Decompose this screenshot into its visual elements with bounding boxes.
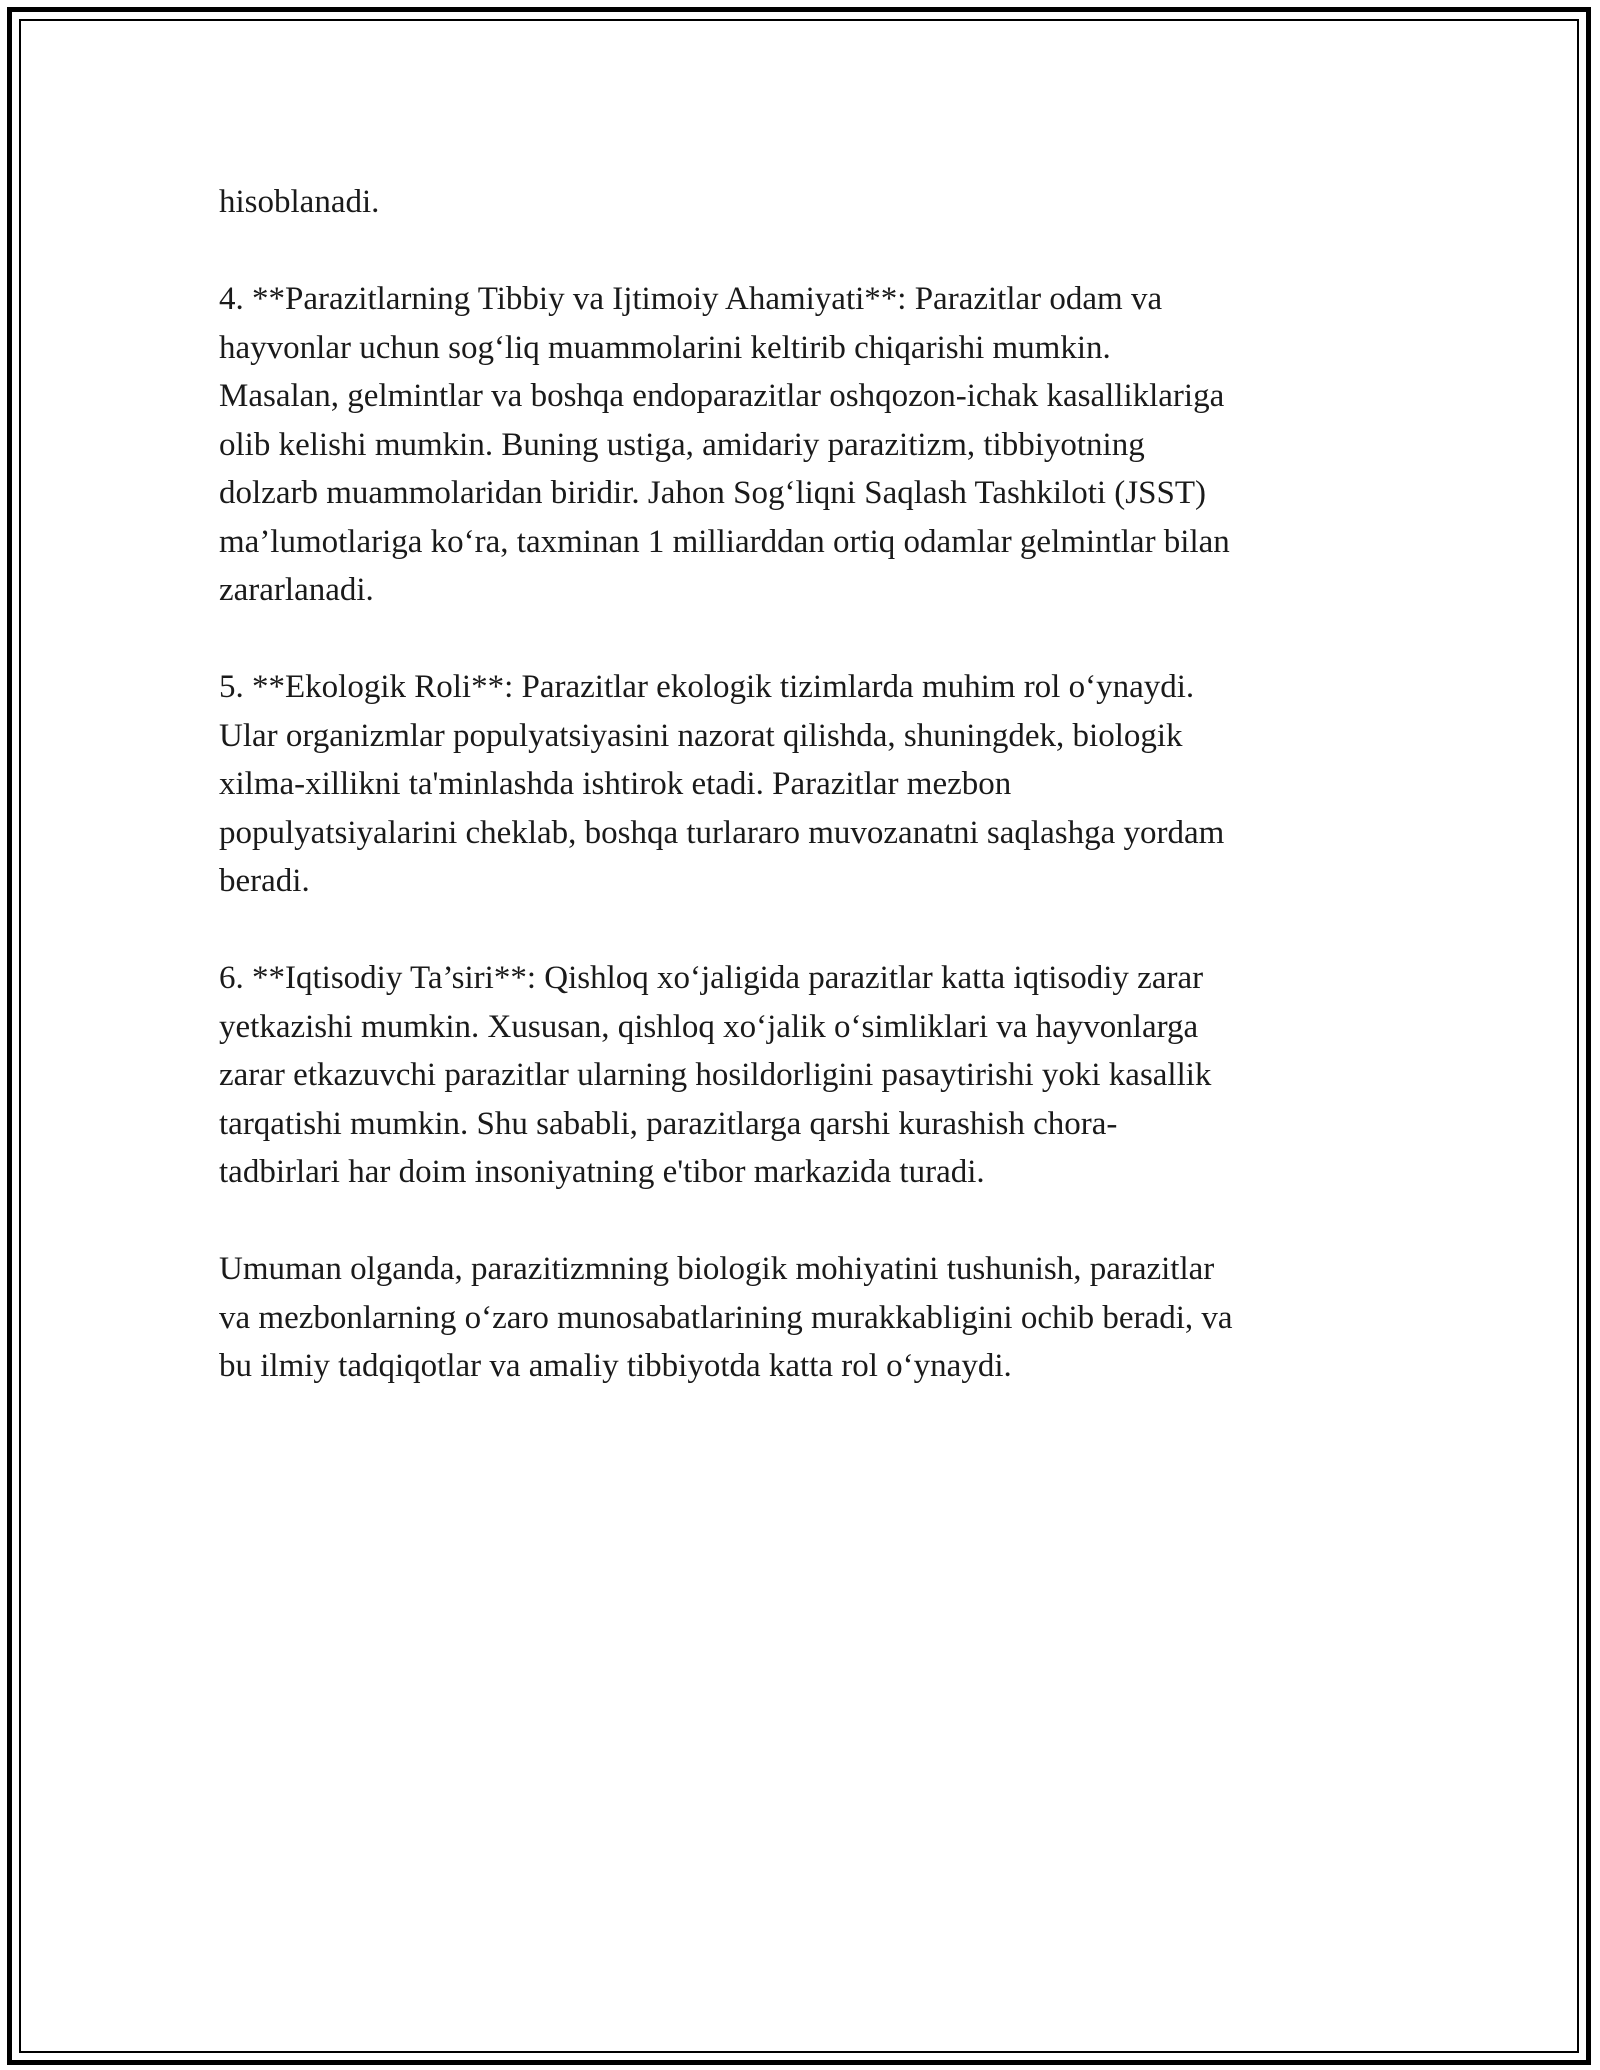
paragraph-ecological-role: 5. **Ekologik Roli**: Parazitlar ekologik tizimlarda muhim rol o‘ynaydi. Ular organizmlar populyatsiyasini nazorat qilishda, shuningdek, biologik xilma-xillikni ta'minlashda ishtirok etadi. Parazitlar mezbon populyatsiyalarini cheklab, boshqa turlararo muvozanatni saqlashga yordam beradi. (219, 669, 1225, 899)
paragraph-medical-social-significance: 4. **Parazitlarning Tibbiy va Ijtimoiy Ahamiyati**: Parazitlar odam va hayvonlar uchun sog‘liq muammolarini keltirib chiqarishi mumkin. Masalan, gelmintlar va boshqa endoparazitlar oshqozon-ichak kasalliklariga olib kelishi mumkin. Buning ustiga, amidariy parazitizm, tibbiyotning dolzarb muammolaridan biridir. Jahon Sog‘liqni Saqlash Tashkiloti (JSST) ma’lumotlariga ko‘ra, taxminan 1 milliarddan ortiq odamlar gelmintlar bilan zararlanadi. (219, 281, 1230, 608)
paragraph-economic-impact: 6. **Iqtisodiy Ta’siri**: Qishloq xo‘jaligida parazitlar katta iqtisodiy zarar yetkazishi mumkin. Xususan, qishloq xo‘jalik o‘simliklari va hayvonlarga zarar etkazuvchi parazitlar ularning hosildorligini pasaytirishi yoki kasallik tarqatishi mumkin. Shu sababli, parazitlarga qarshi kurashish chora- tadbirlari har doim insoniyatning e'tibor markazida turadi. (219, 960, 1212, 1190)
paragraph-continuation: hisoblanadi. (219, 184, 380, 220)
document-body (219, 178, 1369, 1439)
paragraph-conclusion: Umuman olganda, parazitizmning biologik mohiyatini tushunish, parazitlar va mezbonlarning o‘zaro munosabatlarining murakkabligini ochib beradi, va bu ilmiy tadqiqotlar va amaliy tibbiyotda katta rol o‘ynaydi. (219, 1251, 1233, 1384)
